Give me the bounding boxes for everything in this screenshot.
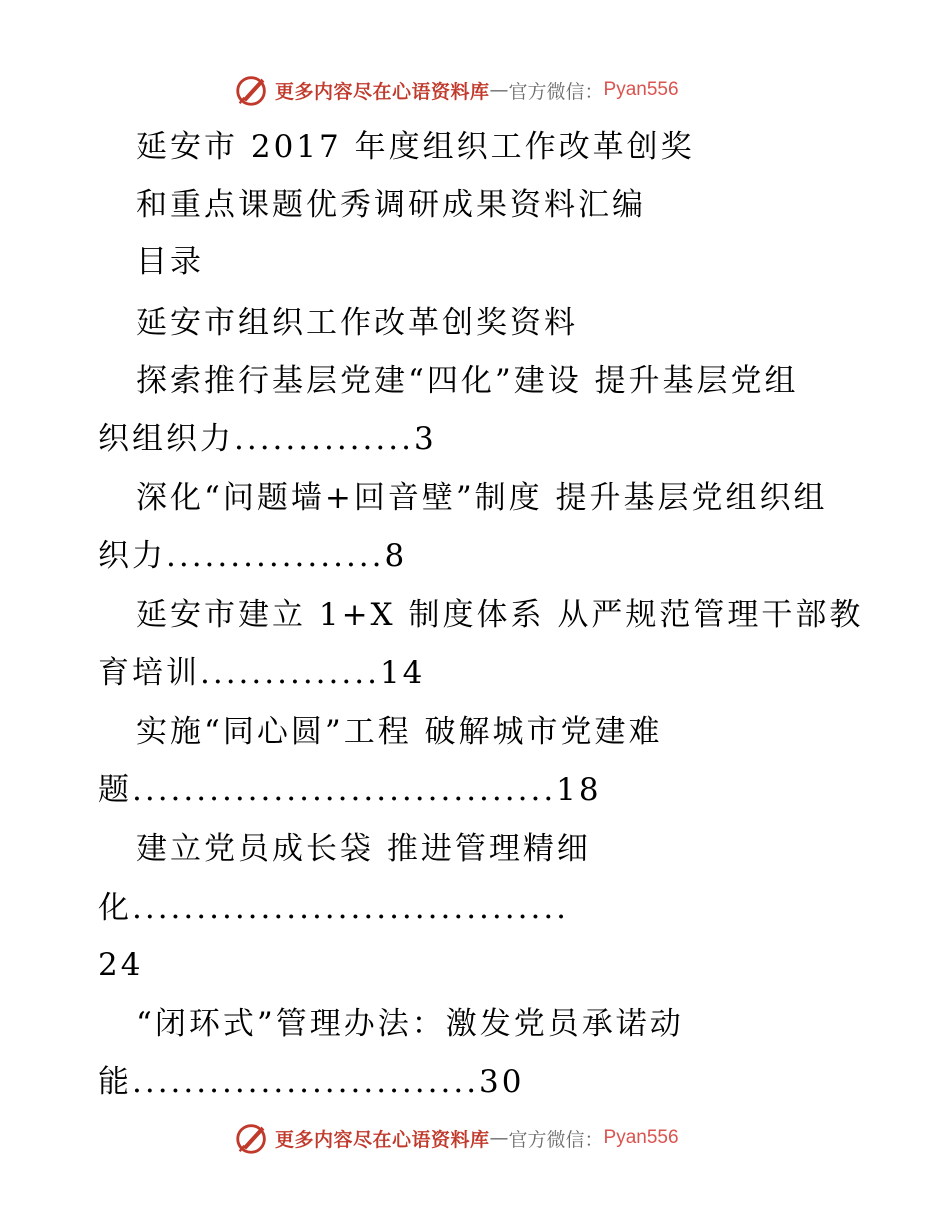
- quill-logo-icon: [233, 1119, 271, 1157]
- banner-separator: —: [489, 79, 509, 101]
- toc-entry-leader: 化..................................: [98, 890, 570, 926]
- banner-label: 官方微信：: [508, 1128, 604, 1151]
- banner-label: 官方微信：: [508, 80, 604, 103]
- header-banner: [0, 70, 950, 110]
- footer-banner: [0, 1118, 950, 1158]
- banner-text: 更多内容尽在心语资料库: [275, 1128, 490, 1151]
- toc-entry-leader: 能...........................30: [98, 1064, 525, 1100]
- banner-separator: —: [489, 1127, 509, 1149]
- toc-entry-title: 深化“问题墙+回音壁”制度 提升基层党组织组: [136, 480, 828, 516]
- section-heading: 延安市组织工作改革创奖资料: [136, 305, 578, 341]
- toc-heading: 目录: [136, 244, 204, 280]
- toc-entry-title: 延安市建立 1+X 制度体系 从严规范管理干部教: [136, 597, 864, 633]
- toc-entry-leader: 题.................................18: [98, 772, 602, 808]
- banner-wechat-id: Pyan556: [603, 1127, 679, 1148]
- toc-entry-leader: 育培训..............14: [98, 655, 426, 691]
- document-title-line1: 延安市 2017 年度组织工作改革创奖: [136, 129, 695, 165]
- toc-entry-title: 实施“同心圆”工程 破解城市党建难: [136, 714, 663, 750]
- toc-entry-title: 探索推行基层党建“四化”建设 提升基层党组: [136, 363, 799, 399]
- banner-wechat-id: Pyan556: [603, 79, 679, 100]
- toc-entry-title: “闭环式”管理办法：激发党员承诺动: [136, 1006, 684, 1042]
- quill-logo-icon: [233, 71, 271, 109]
- toc-entry-leader: 织力.................8: [98, 538, 408, 574]
- toc-entry-leader: 织组织力..............3: [98, 421, 437, 457]
- banner-text: 更多内容尽在心语资料库: [275, 80, 490, 103]
- toc-entry-title: 建立党员成长袋 推进管理精细: [136, 831, 591, 867]
- toc-entry-page: 24: [98, 947, 144, 983]
- document-title-line2: 和重点课题优秀调研成果资料汇编: [136, 187, 646, 223]
